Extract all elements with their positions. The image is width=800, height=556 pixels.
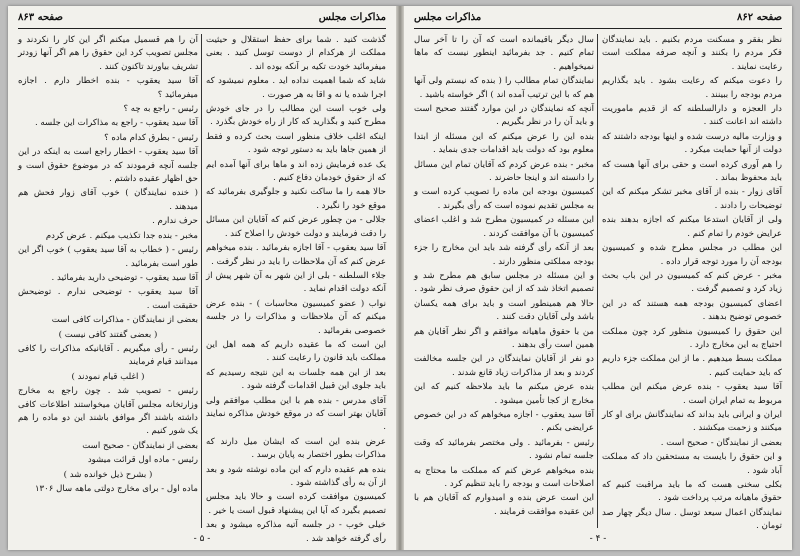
paragraph: نمایندگان اعمال سیعد توسل . سال دیگر چهار صد تومان . <box>602 507 782 532</box>
paragraph: نواب ( عضو کمیسیون محاسبات ) - بنده عرض میکنم که آن ملاحظات و مذاکرات را در جلسه خصوصی بفرمائید . <box>206 298 386 336</box>
paragraph: شاید که شما اهمیت نداده اید . معلوم نمیشود که اجرا شده یا نه و اقا به هر صورت . <box>206 76 386 100</box>
right-page-left-column <box>414 34 594 528</box>
paragraph: حرف ندارم . <box>152 216 198 227</box>
paragraph: سال دیگر باقیمانده است که آن را تا آخر سال تمام کنیم . جد بفرمائید اینطور نیست که ماها نمیخواهیم . <box>414 35 594 72</box>
paragraph: ( خنده نمایندگان ) خوب آقای زوار فحش هم میدهند . <box>18 188 198 212</box>
paragraph: ولی خوب است این مطالب را در جای خودش مطرح کنید و بگذارید که کار از راه خودش بگذرد . <box>206 104 386 128</box>
paragraph: اینکه اغلب خلاف منظور است بحث کرده و فقط از همین جاها باید به دستور توجه شود . <box>206 131 386 156</box>
paragraph: ( بشرح ذیل خوانده شد ) <box>63 469 153 480</box>
paragraph: بعضی از نمایندگان - مذاکرات کافی است <box>51 315 198 326</box>
paragraph: نمایندگان تمام مطالب را ( بنده که نیستم ولی آنها هم که با این ترتیب آمده اند ) اگر خواسته باشید . <box>414 76 594 100</box>
right-page-footer-number: - ۴ - <box>589 534 607 544</box>
paragraph: این است عرض بنده و امیدوارم که آقایان هم با این عقیده موافقت فرمایند . <box>414 493 594 517</box>
left-page-right-column <box>206 34 386 544</box>
paragraph: آقا سید یعقوب - توضیحی دارید بفرمائید . <box>51 272 198 283</box>
book-spread <box>8 6 792 550</box>
right-header-page-number: صفحه ۸۶۲ <box>737 12 782 23</box>
paragraph: بنده این را عرض میکنم که این مسئله از ابتدا معلوم بود که دولت باید اقدامات جدی بنماید . <box>414 131 594 156</box>
paragraph: خیلی خوب - در جلسه آتیه مذاکره میشود و بعد رأی گرفته خواهد شد . <box>206 520 386 544</box>
paragraph: ایران و ایرانی باید بداند که نمایندگانش برای او کار میکنند و زحمت میکشند . <box>602 409 782 434</box>
paragraph: این است که ما عقیده داریم که همه اهل این مملکت باید قانون را رعایت کنند . <box>206 339 386 364</box>
paragraph: گذشت کنید . شما برای حفظ استقلال و حیثیت مملکت از هرکدام از دوست توسل کنید . بعنی میفرمائید خودت تکیه بر آنکه بوده اند . <box>206 35 386 72</box>
right-page <box>404 6 792 550</box>
paragraph: رئیس - ماده اول قرائت میشود <box>87 455 198 466</box>
paragraph: بنده عرض میکنم ما باید ملاحظه کنیم که این مخارج از کجا تأمین میشود . <box>414 382 594 406</box>
paragraph: آقای زوار - بنده از آقای مخبر تشکر میکنم که این توضیحات را دادند . <box>602 187 782 211</box>
paragraph: من با حقوق ماهیانه موافقم و اگر نظر آقایان هم همین است رأی بدهند . <box>414 326 594 350</box>
paragraph: آقا سید یعقوب - آقا اجازه بفرمائید . بنده میخواهم عرض کنم که آن ملاحظات را باید در نظر گرفت . <box>206 243 386 267</box>
left-header-title: مذاکرات مجلس <box>318 12 386 23</box>
paragraph: حالا همه را ما ساکت نکنید و جلوگیری بفرمائید که موقع خود را نگیرد . <box>206 187 386 211</box>
paragraph: آقا سید یعقوب - اجازه میخواهم که در این خصوص عرایضی بکنم . <box>414 409 594 434</box>
paragraph: آقا سید یعقوب - بنده اخطار دارم . اجازه میفرمائید ؟ <box>18 76 198 100</box>
paragraph: آقا سید یعقوب - بنده عرض میکنم این مطلب مربوط به تمام ایران است . <box>602 382 782 406</box>
paragraph: آنچه که نمایندگان در این موارد گفتند صحیح است و باید آن را در نظر بگیریم . <box>414 104 594 128</box>
right-column-divider <box>597 34 598 528</box>
paragraph: ماده اول - برای مخارج دولتی ماهه سال ۱۳۰۶ <box>34 484 198 494</box>
paragraph: را هم آوری کرده است و حقی برای آنها هست که باید محفوظ بماند . <box>602 159 782 184</box>
paragraph: بعضی از نمایندگان - صحیح است <box>82 440 198 451</box>
paragraph: عرض بنده این است که ایشان میل دارند که مذاکرات بطور اختصار به پایان برسد . <box>206 436 386 461</box>
paragraph: مملکت بسط میدهیم . ما از این مملکت جزء داریم که باید حمایت کنیم . <box>602 354 782 378</box>
paragraph: رئیس - تصویب شد . چون راجع به مخارج وزارتخانه مجلس آقایان میخواستند اطلاعات کافی داشته باشند اگر موافق باشند این دو ماده را هم یک شور کنیم . <box>18 386 198 437</box>
paragraph: آقا سید یعقوب - اخطار راجع است به اینکه در این جلسه آنچه فرمودند که در موضوع حقوق است و حق اظهار عقیده داشتم . <box>18 147 198 185</box>
paragraph: دار العجزه و دارالسلطنه که از قدیم ماموریت داشته اند اعانت کنند . <box>602 104 782 128</box>
right-page-right-column <box>602 34 782 532</box>
paragraph: حالا هم همینطور است و باید برای همه یکسان باشد ولی آقایان دقت کنند . <box>414 298 594 323</box>
paragraph: نظر بفقر و مسکنت مردم بکنیم . باید نمایندگان فکر مردم را بکنند و آنچه صرفه مملکت است رعایت نمایند . <box>602 35 782 72</box>
paragraph: کمیسیون موافقت کرده است و حالا باید مجلس تصمیم بگیرد که آیا این پیشنهاد قبول است یا خیر . <box>206 492 386 516</box>
paragraph: کمیسیون بودجه این ماده را تصویب کرده است و به مجلس تقدیم نموده است که رأی بگیرند . <box>414 187 594 211</box>
paragraph: دو نفر از آقایان نمایندگان در این جلسه مخالفت کردند و بعد از مذاکرات زیاد قانع شدند . <box>414 354 594 378</box>
paragraph: و این حقوق را بایست به مستحقین داد که مملکت آباد شود . <box>602 452 782 476</box>
paragraph: مخبر - عرض کنم که کمیسیون در این باب بحث زیاد کرد و تصمیم گرفت . <box>602 270 782 295</box>
paragraph: این مطلب در مجلس مطرح شده و کمیسیون بودجه آن را مورد توجه قرار داده . <box>602 243 782 267</box>
paragraph: مخبر - بنده جدا تکذیب میکنم . عرض کردم <box>45 230 198 241</box>
paragraph: رئیس - بطرق کدام ماده ؟ <box>104 132 198 143</box>
right-header-title: مذاکرات مجلس <box>414 12 482 23</box>
paragraph: آقا سید یعقوب - راجع به مذاکرات این جلسه . <box>34 118 198 129</box>
paragraph: آقا سید یعقوب - توضیحی ندارم . توضیحش حقیقت است . <box>18 287 198 311</box>
paragraph: بنده میخواهم عرض کنم که مملکت ما محتاج به اصلاحات است و بودجه را باید تنظیم کرد . <box>414 465 594 489</box>
left-page-footer-number: - ۵ - <box>193 534 211 544</box>
paragraph: بعد از این همه جلسات به این نتیجه رسیدیم که باید جلوی این قبیل اقدامات گرفته شود . <box>206 367 386 392</box>
paragraph: یک عده فرمایش زده اند و ماها برای آنها آمده ایم که از حقوق خودمان دفاع کنیم . <box>206 159 386 184</box>
paragraph: و وزارت مالیه درست شده و اینها بودجه داشتند که دولت از آنها حمایت میکرد . <box>602 131 782 156</box>
paragraph: جلاء السلطنه - بلی از این شهر به آن شهر پیش از آنکه دولت اقدام نماید . <box>206 270 386 295</box>
paragraph: را دعوت میکنم که رعایت بشود . باید بگذاریم مردم بودجه را ببینند . <box>602 76 782 100</box>
left-header-page-number: صفحه ۸۶۳ <box>18 12 63 23</box>
paragraph: مخبر - بنده عرض کردم که آقایان تمام این مسائل را دانسته اند و اینجا حاضرند . <box>414 159 594 184</box>
right-page-header <box>414 12 782 29</box>
left-page-left-column <box>18 34 198 528</box>
paragraph: ( اغلب قیام نمودند ) <box>71 371 145 382</box>
paragraph: رئیس - رأی میگیریم . آقایانیکه مذاکرات را کافی میدانند قیام فرمایند <box>18 343 198 368</box>
paragraph: آقای مدرس - بنده هم با این مطلب موافقم ولی آقایان بهتر است که در موقع خودش مذاکره نمایند . <box>206 395 386 433</box>
paragraph: بنده هم عقیده دارم که این ماده نوشته شود و بعد از آن به رأی گذاشته شود . <box>206 464 386 488</box>
paragraph: بکلی سخنی هست که ما باید مراقبت کنیم که حقوق ماهیانه مرتب پرداخت شود . <box>602 480 782 504</box>
paragraph: اعضای کمیسیون بودجه همه هستند که در این خصوص توضیح بدهند . <box>602 298 782 323</box>
left-page-header <box>18 12 386 29</box>
paragraph: ولی از آقایان استدعا میکنم که اجازه بدهند بنده عرایض خودم را تمام کنم . <box>602 215 782 239</box>
paragraph: آن را هم قسمیل میکنم اگر این کار را نکردند و مجلس تصویب کرد این حقوق را هم اگر آنها زودتر تشریف بیاورند تاکنون کنند . <box>18 35 198 72</box>
paragraph: جلالی - من چطور عرض کنم که آقایان این مسائل را دقت فرمایند و دولت خودش را اصلاح کند . <box>206 215 386 239</box>
paragraph: رئیس - ( خطاب به آقا سید یعقوب ) خوب اگر این طور است بفرمائید . <box>18 245 198 269</box>
paragraph: رئیس - راجع به چه ؟ <box>123 104 198 115</box>
left-page <box>8 6 396 550</box>
book-gutter <box>396 6 404 550</box>
paragraph: بعضی از نمایندگان - صحیح است . <box>660 437 782 448</box>
paragraph: رئیس - بفرمائید . ولی مختصر بفرمائید که وقت جلسه تمام نشود . <box>414 437 594 462</box>
paragraph: و این مسئله در مجلس سابق هم مطرح شد و تصمیم اتخاذ شد که از این حقوق صرف نظر شود . <box>414 270 594 295</box>
paragraph: ( بعضی گفتند کافی نیست ) <box>58 329 158 340</box>
left-column-divider <box>201 34 202 528</box>
paragraph: این حقوق را کمیسیون منظور کرد چون مملکت احتیاج به این مخارج دارد . <box>602 326 782 350</box>
paragraph: این مسئله در کمیسیون مطرح شد و اغلب اعضای کمیسیون با آن موافقت کردند . <box>414 215 594 239</box>
paragraph: بعد از آنکه رأی گرفته شد باید این مخارج را جزء بودجه مملکتی منظور دارند . <box>414 243 594 267</box>
